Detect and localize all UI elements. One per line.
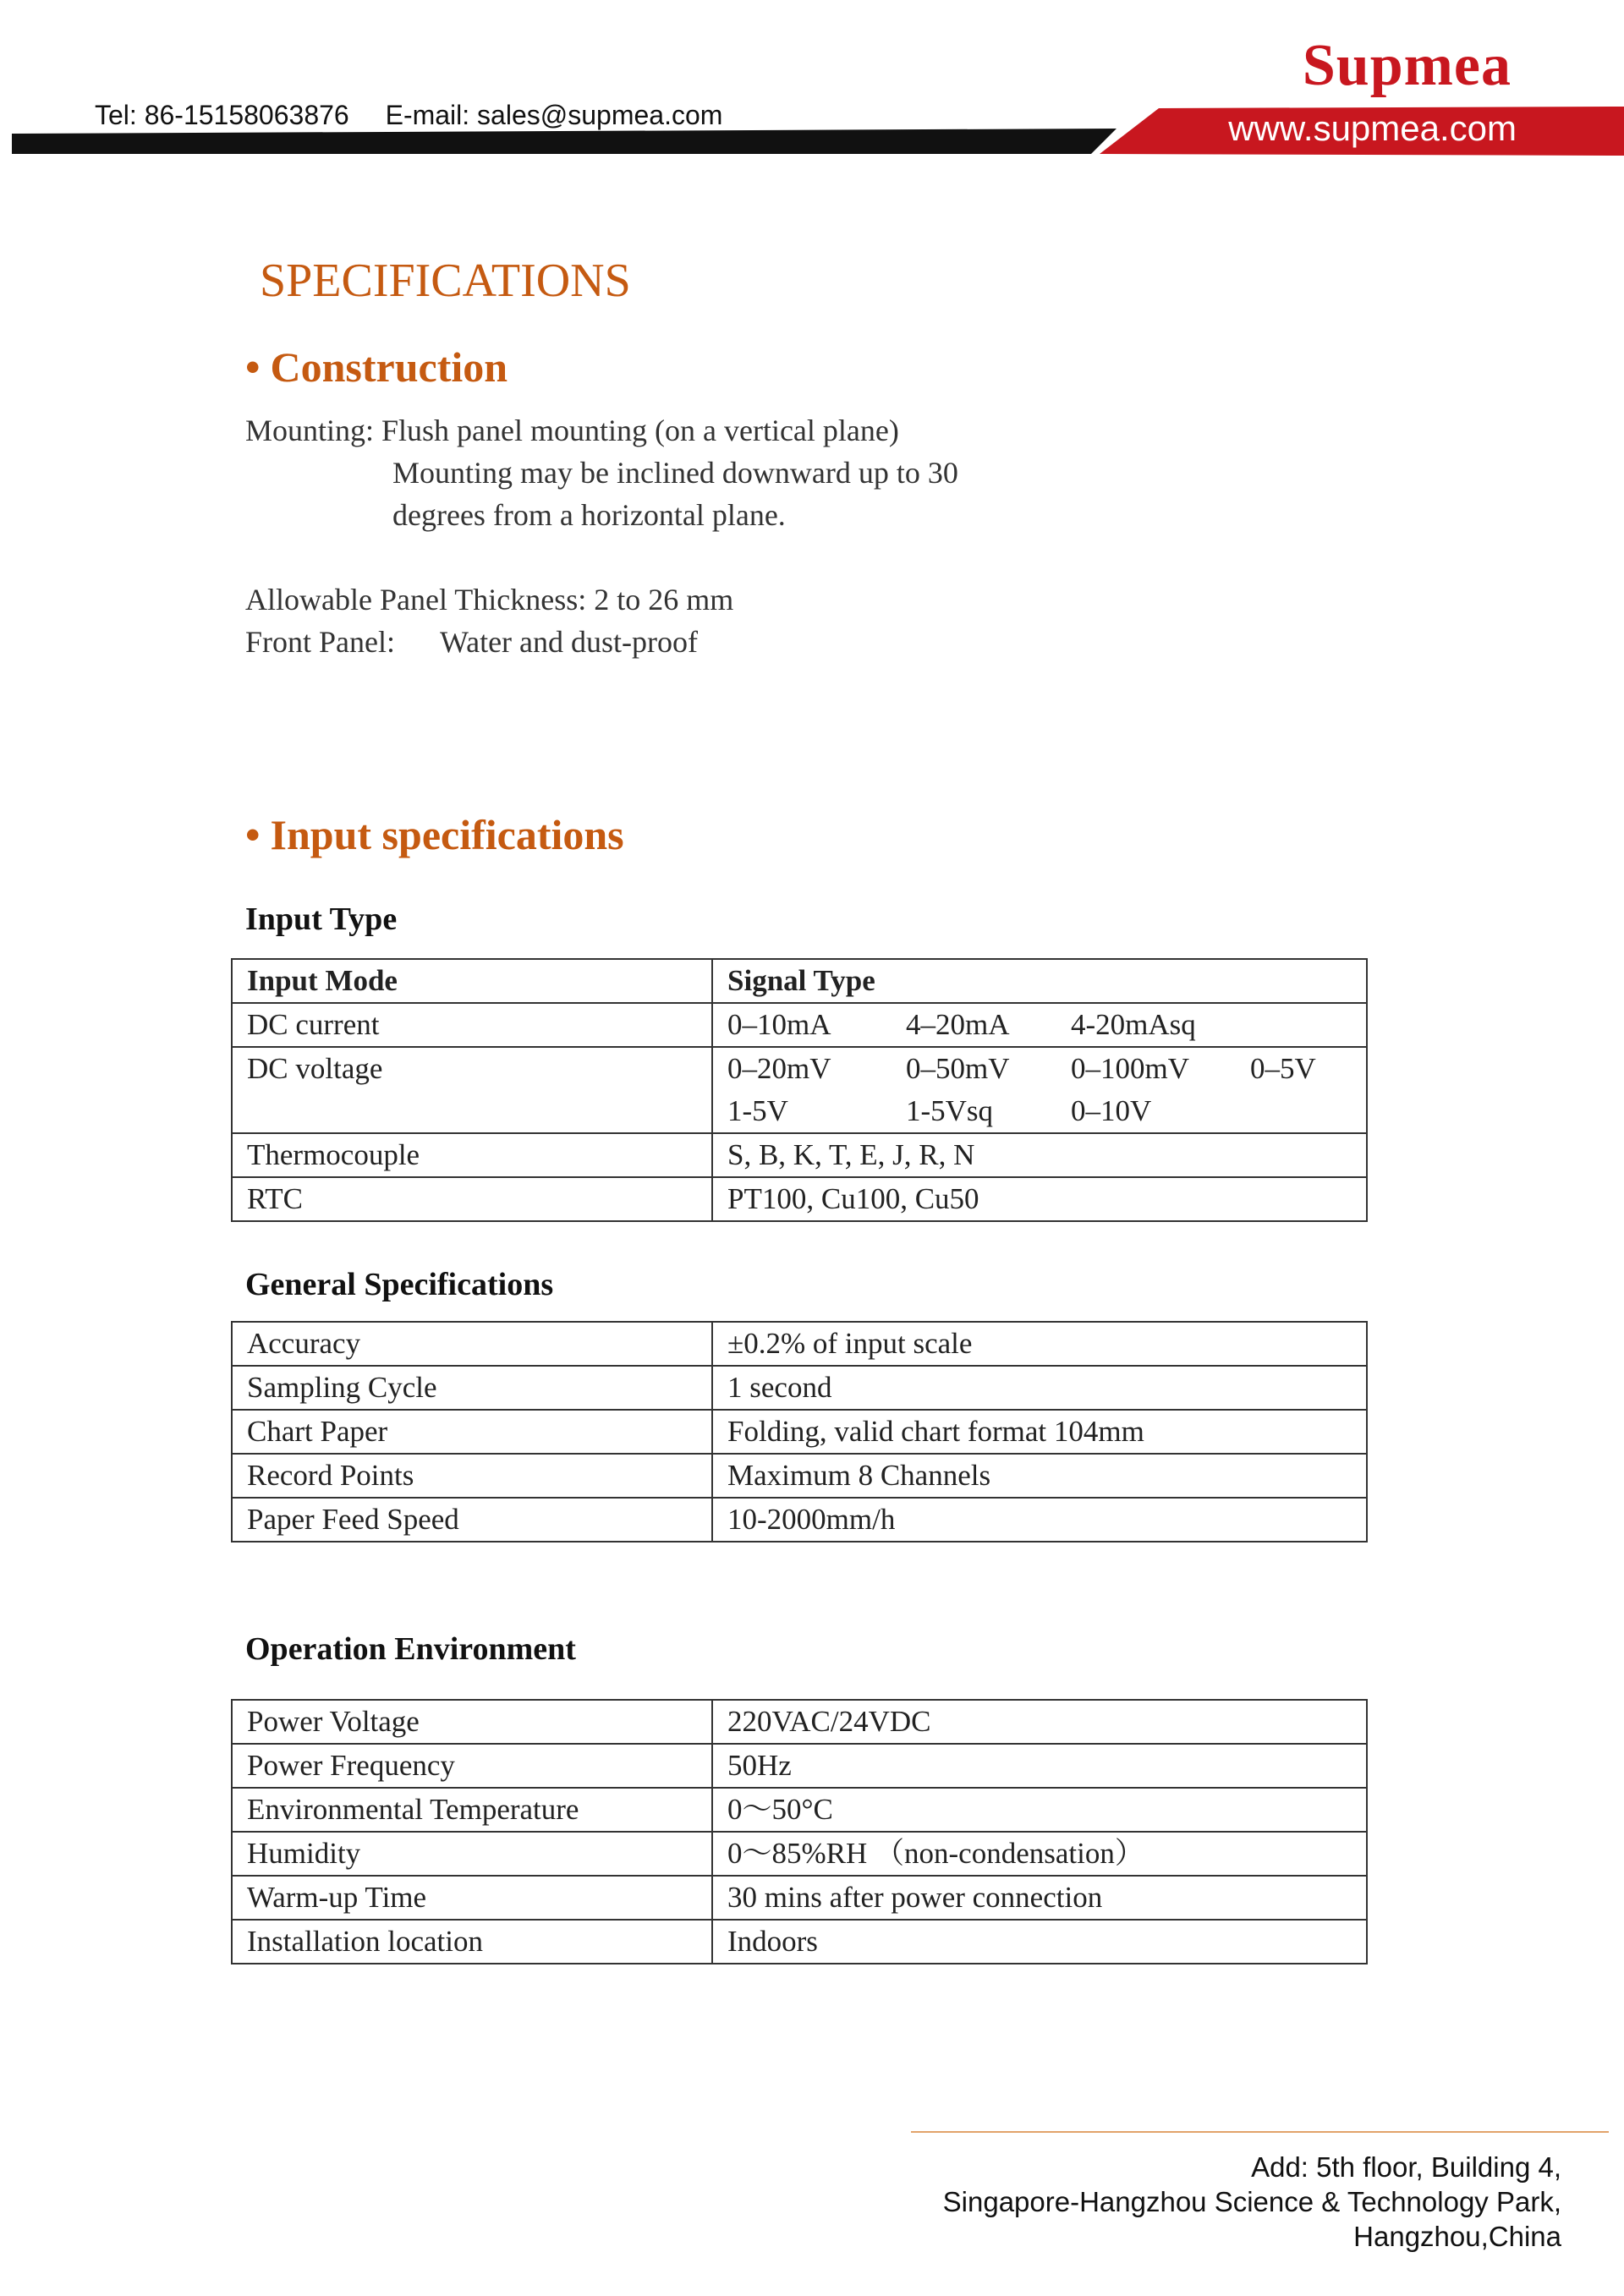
address-line: Singapore-Hangzhou Science & Technology Park, (942, 2186, 1561, 2217)
spec-value: 10-2000mm/h (712, 1498, 1367, 1542)
spec-value: 1 second (712, 1366, 1367, 1410)
signal-value: 0–50mV (906, 1052, 1010, 1085)
table-row (232, 1832, 1367, 1876)
mounting-line: Mounting: Flush panel mounting (on a vertical plane) (245, 414, 899, 447)
signal-value: 0–100mV (1071, 1052, 1189, 1085)
general-spec-title: General Specifications (245, 1267, 554, 1302)
spec-label: Environmental Temperature (232, 1788, 712, 1832)
table-row (232, 1454, 1367, 1498)
spec-label: Warm-up Time (232, 1876, 712, 1920)
input-mode-cell: DC voltage (232, 1047, 712, 1133)
operation-env-title: Operation Environment (245, 1631, 576, 1667)
signal-value: 0–5V (1250, 1052, 1316, 1085)
panel-thickness: Allowable Panel Thickness: 2 to 26 mm (245, 583, 734, 616)
header-band-dark (12, 129, 1116, 154)
table-row (232, 1876, 1367, 1920)
table-row (232, 1322, 1367, 1366)
table-row (232, 1788, 1367, 1832)
table-row (232, 1498, 1367, 1542)
spec-label: Installation location (232, 1920, 712, 1964)
table-row (232, 1366, 1367, 1410)
spec-value: Folding, valid chart format 104mm (712, 1410, 1367, 1454)
spec-value: Indoors (712, 1920, 1367, 1964)
input-mode-cell: DC current (232, 1003, 712, 1047)
spec-value: 220VAC/24VDC (712, 1700, 1367, 1744)
address-line: Hangzhou,China (1353, 2221, 1561, 2252)
spec-value: Maximum 8 Channels (712, 1454, 1367, 1498)
general-spec-table (231, 1321, 1368, 1543)
signal-value: 0–10V (1071, 1094, 1152, 1127)
mounting-line-3: degrees from a horizontal plane. (392, 498, 786, 532)
spec-label: Record Points (232, 1454, 712, 1498)
header-email: E-mail: sales@supmea.com (385, 100, 723, 130)
brand-logo: Supmea (1302, 33, 1512, 98)
spec-value: 0～85%RH （non-condensation） (712, 1832, 1367, 1876)
table-row (232, 1133, 1367, 1177)
spec-value: ±0.2% of input scale (712, 1322, 1367, 1366)
front-panel-label: Front Panel: (245, 625, 395, 659)
input-type-title: Input Type (245, 901, 398, 937)
header-input-mode: Input Mode (232, 959, 712, 1003)
spec-label: Power Frequency (232, 1744, 712, 1788)
signal-value: 4–20mA (906, 1008, 1010, 1041)
spec-label: Humidity (232, 1832, 712, 1876)
table-row (232, 1047, 1367, 1133)
address-line: Add: 5th floor, Building 4, (1251, 2151, 1561, 2183)
header-tel: Tel: 86-15158063876 (95, 100, 349, 130)
bullet-icon: • (245, 343, 261, 391)
signal-cell (712, 1047, 1367, 1133)
bullet-icon: • (245, 811, 261, 858)
construction-heading: • Construction (245, 343, 508, 391)
spec-value: 50Hz (712, 1744, 1367, 1788)
operation-env-table (231, 1699, 1368, 1964)
signal-value: 4-20mAsq (1071, 1008, 1196, 1041)
table-row (232, 1700, 1367, 1744)
page-title: SPECIFICATIONS (260, 255, 631, 307)
table-row (232, 1003, 1367, 1047)
signal-value: 1-5V (727, 1094, 788, 1127)
table-row (232, 1920, 1367, 1964)
input-spec-heading: • Input specifications (245, 811, 624, 858)
signal-cell: S, B, K, T, E, J, R, N (712, 1133, 1367, 1177)
table-row (232, 1410, 1367, 1454)
spec-label: Chart Paper (232, 1410, 712, 1454)
footer-address (943, 2150, 1561, 2254)
mounting-line-2: Mounting may be inclined downward up to 30 (392, 456, 958, 490)
signal-cell (712, 1003, 1367, 1047)
spec-label: Paper Feed Speed (232, 1498, 712, 1542)
spec-label: Accuracy (232, 1322, 712, 1366)
footer-divider (911, 2131, 1609, 2133)
spec-value: 0～50°C (712, 1788, 1367, 1832)
table-header-row (232, 959, 1367, 1003)
signal-value: 1-5Vsq (906, 1094, 994, 1127)
signal-value: 0–10mA (727, 1008, 831, 1041)
spec-label: Power Voltage (232, 1700, 712, 1744)
front-panel-value: Water and dust-proof (440, 625, 698, 659)
table-row (232, 1744, 1367, 1788)
input-mode-cell: Thermocouple (232, 1133, 712, 1177)
signal-cell: PT100, Cu100, Cu50 (712, 1177, 1367, 1221)
header-website[interactable]: www.supmea.com (1228, 108, 1517, 148)
input-type-table (231, 958, 1368, 1222)
spec-label: Sampling Cycle (232, 1366, 712, 1410)
input-mode-cell: RTC (232, 1177, 712, 1221)
header-signal-type: Signal Type (712, 959, 1367, 1003)
table-row (232, 1177, 1367, 1221)
signal-value: 0–20mV (727, 1052, 831, 1085)
spec-value: 30 mins after power connection (712, 1876, 1367, 1920)
